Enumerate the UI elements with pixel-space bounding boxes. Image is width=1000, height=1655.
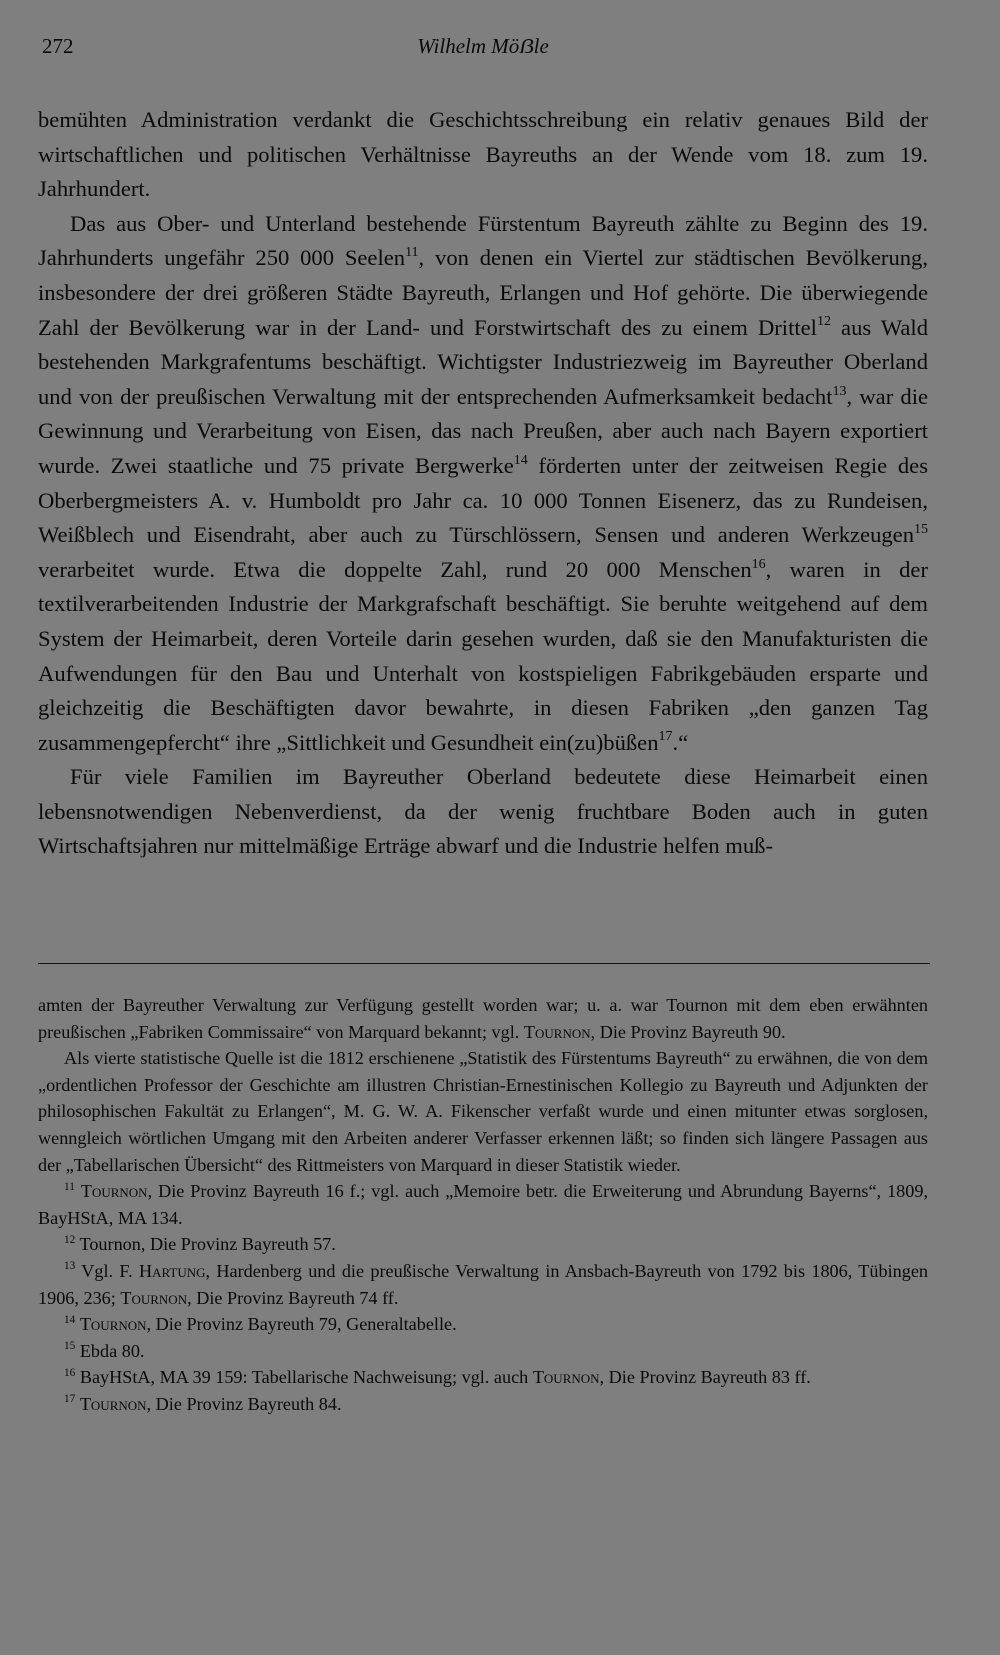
footnote-marker: 11 [405, 245, 419, 261]
text-run: , Hardenberg und die preußische Verwaltung in Ansbach-Bayreuth von 1792 bis 1806, Tübingen 1906, 236; [38, 1260, 928, 1308]
text-run: Vgl. F. [75, 1260, 139, 1281]
paragraph [38, 760, 928, 864]
text-run: .“ [672, 729, 689, 755]
text-run: , Die Provinz Bayreuth 16 f.; vgl. auch „Memoire betr. die Erweiterung und Abrundung Bayerns“, 1809, BayHStA, MA 134. [38, 1181, 928, 1228]
text-run: bemühten Administration verdankt die Geschichtsschreibung ein relativ genaues Bild der wirtschaftlichen und politischen Verhältnisse Bayreuths an der Wende vom 18. zum 19. Jahrhundert. [38, 107, 928, 202]
text-run: , Die Provinz Bayreuth 90. [590, 1021, 786, 1042]
text-run: , Die Provinz Bayreuth 84. [146, 1393, 342, 1414]
paragraph [38, 103, 928, 207]
text-run: Ebda 80. [75, 1340, 145, 1361]
footnote-marker: 14 [513, 452, 528, 468]
footnote-marker: 17 [64, 1393, 76, 1406]
footnote [38, 1311, 928, 1338]
footnote-marker: 13 [64, 1260, 76, 1273]
text-run: amten der Bayreuther Verwaltung zur Verfügung gestellt worden war; u. a. war Tournon mit dem eben erwähnten preußischen „Fabriken Commissaire“ von Marquard bekannt; vgl. [38, 995, 928, 1042]
text-run: , war die Gewinnung und Verarbeitung von Eisen, das nach Preußen, aber auch nach Bayern exportiert wurde. Zwei staatliche und 75 private Bergwerke [38, 383, 928, 478]
footnote [38, 1391, 928, 1418]
footnote-rule [38, 963, 930, 964]
footnote-marker: 13 [832, 383, 847, 399]
footnote-marker: 12 [816, 314, 831, 330]
author-name: Tournon [120, 1287, 188, 1308]
footnotes [38, 992, 928, 1418]
running-head: Wilhelm Möẞle [417, 34, 549, 58]
text-run: , Die Provinz Bayreuth 83 ff. [599, 1367, 811, 1388]
footnote [38, 1231, 928, 1258]
author-name: Tournon [523, 1021, 591, 1042]
footnote-marker: 15 [914, 521, 928, 537]
footnote [38, 1258, 928, 1311]
text-run: , waren in der textilverarbeitenden Industrie der Markgrafschaft beschäftigt. Sie beruhte weitgehend auf dem System der Heimarbeit, deren Vorteile darin gesehen wurden, daß sie den Manufakturisten die Aufwendungen für den Bau und Unterhalt von kostspieligen Fabrikgebäuden ersparte und gleichzeitig die Beschäftigten davor bewahrte, in diesen Fabriken „den ganzen Tag zusammengepfercht“ ihre „Sittlichkeit und Gesundheit ein(zu)büßen [38, 556, 928, 755]
author-name: Tournon [79, 1314, 147, 1335]
text-run: Das aus Ober- und Unterland bestehende Fürstentum Bayreuth zählte zu Beginn des 19. Jahrhunderts ungefähr 250 000 Seelen [38, 210, 928, 271]
author-name: Hartung [138, 1260, 206, 1281]
text-run: Tournon, Die Provinz Bayreuth 57. [75, 1234, 336, 1255]
author-name: Tournon [79, 1393, 147, 1414]
text-run: Als vierte statistische Quelle ist die 1812 erschienene „Statistik des Fürstentums Bayreuth“ zu erwähnen, die von dem „ordentlichen Professor der Geschichte am illustren Christian-Ernestinischen Kollegio zu Bayreuth und Adjunkten der philosophischen Fakultät zu Erlangen“, M. G. W. A. Fikenscher verfaßt wurde und einen mitunter etwas sorglosen, wenngleich wörtlichen Umgang mit den Arbeiten anderer Verfasser erkennen läßt; so finden sich längere Passagen aus der „Tabellarischen Übersicht“ des Rittmeisters von Marquard in dieser Statistik wieder. [38, 1048, 928, 1175]
footnote-marker: 11 [64, 1180, 75, 1193]
footnote-marker: 17 [658, 729, 673, 745]
text-run: Für viele Familien im Bayreuther Oberland bedeutete diese Heimarbeit einen lebensnotwendigen Nebenverdienst, da der wenig fruchtbare Boden auch in guten Wirtschaftsjahren nur mittelmäßige Erträge abwarf und die Industrie helfen muß- [38, 764, 928, 859]
text-run: BayHStA, MA 39 159: Tabellarische Nachweisung; vgl. auch [75, 1367, 533, 1388]
page-number: 272 [42, 34, 74, 58]
footnote [38, 992, 928, 1045]
text-run: verarbeitet wurde. Etwa die doppelte Zahl, rund 20 000 Menschen [38, 556, 752, 582]
author-name: Tournon [532, 1367, 600, 1388]
author-name: Tournon [80, 1181, 148, 1202]
footnote-marker: 12 [64, 1233, 76, 1246]
text-run: , von denen ein Viertel zur städtischen Bevölkerung, insbesondere der drei größeren Städte Bayreuth, Erlangen und Hof gehörte. Die überwiegende Zahl der Bevölkerung war in der Land- und Forstwirtschaft des zu einem Drittel [38, 245, 928, 340]
footnote [38, 1178, 928, 1231]
text-run: aus Wald bestehenden Markgrafentums beschäftigt. Wichtigster Industriezweig im Bayreuther Oberland und von der preußischen Verwaltung mit der entsprechenden Aufmerksamkeit bedacht [38, 314, 929, 409]
footnote-marker: 15 [64, 1340, 76, 1353]
paragraph [38, 207, 928, 761]
footnote-marker: 14 [64, 1313, 76, 1326]
text-run: , Die Provinz Bayreuth 74 ff. [187, 1287, 399, 1308]
main-text [38, 103, 928, 864]
text-run: förderten unter der zeitweisen Regie des Oberbergmeisters A. v. Humboldt pro Jahr ca. 10 000 Tonnen Eisenerz, das zu Rundeisen, Weißblech und Eisendraht, aber auch zu Türschlössern, Sensen und anderen Werkzeugen [38, 452, 928, 548]
text-run: , Die Provinz Bayreuth 79, Generaltabelle. [146, 1314, 457, 1335]
footnote [38, 1045, 928, 1178]
footnote [38, 1338, 928, 1365]
footnote-marker: 16 [751, 556, 766, 572]
footnote [38, 1364, 928, 1391]
page-header [38, 34, 928, 64]
footnote-marker: 16 [64, 1366, 76, 1379]
